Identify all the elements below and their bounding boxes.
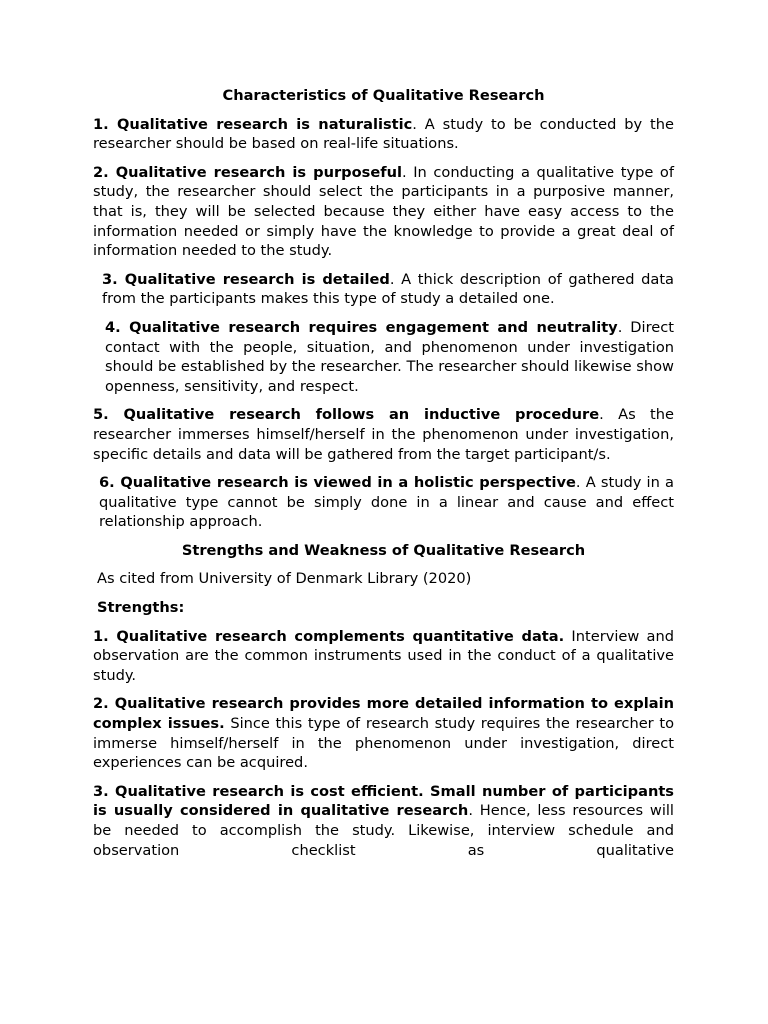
characteristic-4-body: . Direct contact with the people, situation, and phenomenon under investigation should be established by the researcher. The researcher should likewise show openness, sensitivity, and respect. (105, 318, 674, 395)
strength-1-heading: 1. Qualitative research complements quantitative data. (93, 627, 565, 645)
characteristic-6-heading: 6. Qualitative research is viewed in a holistic perspective (99, 474, 576, 492)
characteristic-2-body: . In conducting a qualitative type of study, the researcher should select the participants in a purposive manner, that is, they will be selected because they either have easy access to the information needed or simply have the knowledge to provide a great deal of information needed to the study. (93, 163, 674, 260)
document-page (93, 86, 674, 869)
characteristic-5 (93, 405, 674, 464)
strength-1-body: Interview and observation are the common instruments used in the conduct of a qualitative study. (93, 627, 675, 684)
strength-2 (93, 694, 674, 772)
characteristic-4 (93, 318, 674, 396)
strength-1 (93, 627, 674, 686)
strength-2-heading: 2. Qualitative research provides more detailed information to explain complex issues. (93, 695, 674, 733)
characteristic-2 (93, 163, 674, 261)
characteristic-6-body: . A study in a qualitative type cannot be simply done in a linear and cause and effect relationship approach. (99, 474, 674, 531)
characteristic-1-body: . A study to be conducted by the researcher should be based on real-life situations. (93, 115, 674, 153)
strength-3-heading: 3. Qualitative research is cost efficient. Small number of participants is usually considered in qualitative research (93, 782, 674, 820)
strength-3-body: . Hence, less resources will be needed to accomplish the study. Likewise, interview schedule and observation checklist as qualitative (93, 802, 674, 859)
characteristic-1-heading: 1. Qualitative research is naturalistic (93, 115, 413, 133)
strengths-label: Strengths: (97, 599, 185, 617)
characteristic-5-heading: 5. Qualitative research follows an inductive procedure (93, 406, 600, 424)
characteristic-2-heading: 2. Qualitative research is purposeful (93, 163, 402, 181)
characteristic-6 (93, 473, 674, 532)
characteristic-4-heading: 4. Qualitative research requires engagement and neutrality (105, 318, 618, 336)
document-title: Characteristics of Qualitative Research (222, 87, 545, 104)
characteristic-3 (93, 270, 674, 309)
characteristic-3-heading: 3. Qualitative research is detailed (102, 270, 390, 288)
citation-line: As cited from University of Denmark Library (2020) (97, 570, 472, 588)
characteristic-1 (93, 115, 674, 154)
strength-3 (93, 782, 674, 860)
strength-2-body: Since this type of research study requires the researcher to immerse himself/herself in the phenomenon under investigation, direct experiences can be acquired. (93, 715, 674, 772)
characteristic-3-body: . A thick description of gathered data from the participants makes this type of study a detailed one. (102, 270, 674, 308)
section-2-title: Strengths and Weakness of Qualitative Research (181, 541, 586, 559)
characteristic-5-body: . As the researcher immerses himself/herself in the phenomenon under investigation, specific details and data will be gathered from the target participant/s. (93, 406, 674, 463)
